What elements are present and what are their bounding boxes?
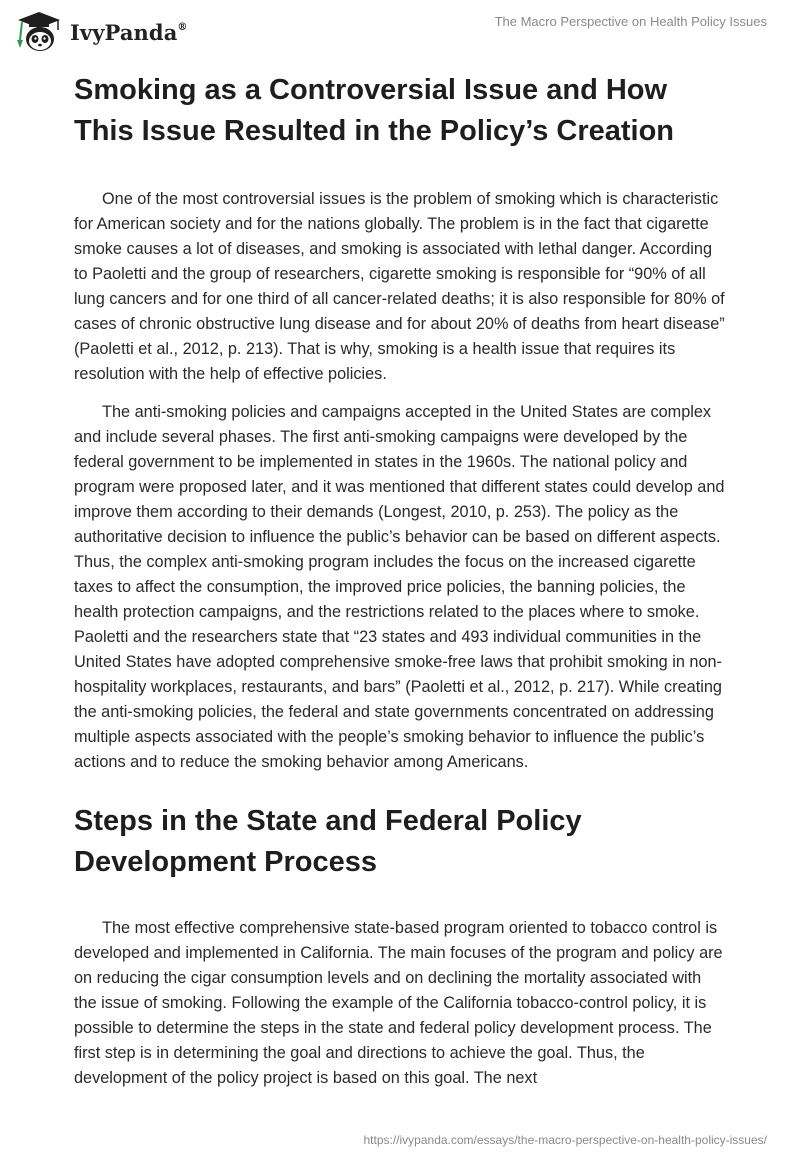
- source-url[interactable]: https://ivypanda.com/essays/the-macro-perspective-on-health-policy-issues/: [363, 1133, 767, 1147]
- paragraph: One of the most controversial issues is the problem of smoking which is characteristic for American society and for the nations globally. The problem is in the fact that cigarette smoke causes a lot of diseases, and smoking is associated with lethal danger. According to Paoletti and the group of researchers, cigarette smoking is responsible for “90% of all lung cancers and for one third of all cancer-related deaths; it is also responsible for 80% of cases of chronic obstructive lung disease and for about 20% of deaths from heart disease” (Paoletti et al., 2012, p. 213). That is why, smoking is a health issue that requires its resolution with the help of effective policies.: [74, 190, 725, 383]
- brand-logo[interactable]: [14, 10, 188, 54]
- paragraph: The anti-smoking policies and campaigns accepted in the United States are complex and include several phases. The first anti-smoking campaigns were developed by the federal government to be implemented in states in the 1960s. The national policy and program were proposed later, and it was mentioned that different states could develop and improve them according to their demands (Longest, 2010, p. 253). The policy as the authoritative decision to influence the public’s behavior can be based on different aspects. Thus, the complex anti-smoking program includes the focus on the increased cigarette taxes to affect the consumption, the improved price policies, the banning policies, the health protection campaigns, and the restrictions related to the places where to smoke. Paoletti and the researchers state that “23 states and 493 individual communities in the United States have adopted comprehensive smoke-free laws that prohibit smoking in non-hospitality workplaces, restaurants, and bars” (Paoletti et al., 2012, p. 217). While creating the anti-smoking policies, the federal and state governments concentrated on addressing multiple aspects associated with the people’s smoking behavior to influence the public’s actions and to reduce the smoking behavior among Americans.: [74, 403, 725, 771]
- article-body: [74, 70, 726, 1091]
- paragraph: The most effective comprehensive state-based program oriented to tobacco control is developed and implemented in California. The main focuses of the program and policy are on reducing the cigar consumption levels and on declining the mortality associated with the issue of smoking. Following the example of the California tobacco-control policy, it is possible to determine the steps in the state and federal policy development process. The first step is in determining the goal and directions to achieve the goal. Thus, the development of the policy project is based on this goal. The next: [74, 919, 723, 1087]
- section-heading: Smoking as a Controversial Issue and How This Issue Resulted in the Policy’s Creation: [74, 74, 675, 147]
- brand-name: IvyPanda®: [70, 19, 188, 45]
- panda-graduate-icon: [14, 10, 64, 54]
- section-heading: Steps in the State and Federal Policy Development Process: [74, 805, 582, 878]
- page-header: [0, 0, 800, 60]
- document-title: The Macro Perspective on Health Policy Issues: [494, 14, 767, 29]
